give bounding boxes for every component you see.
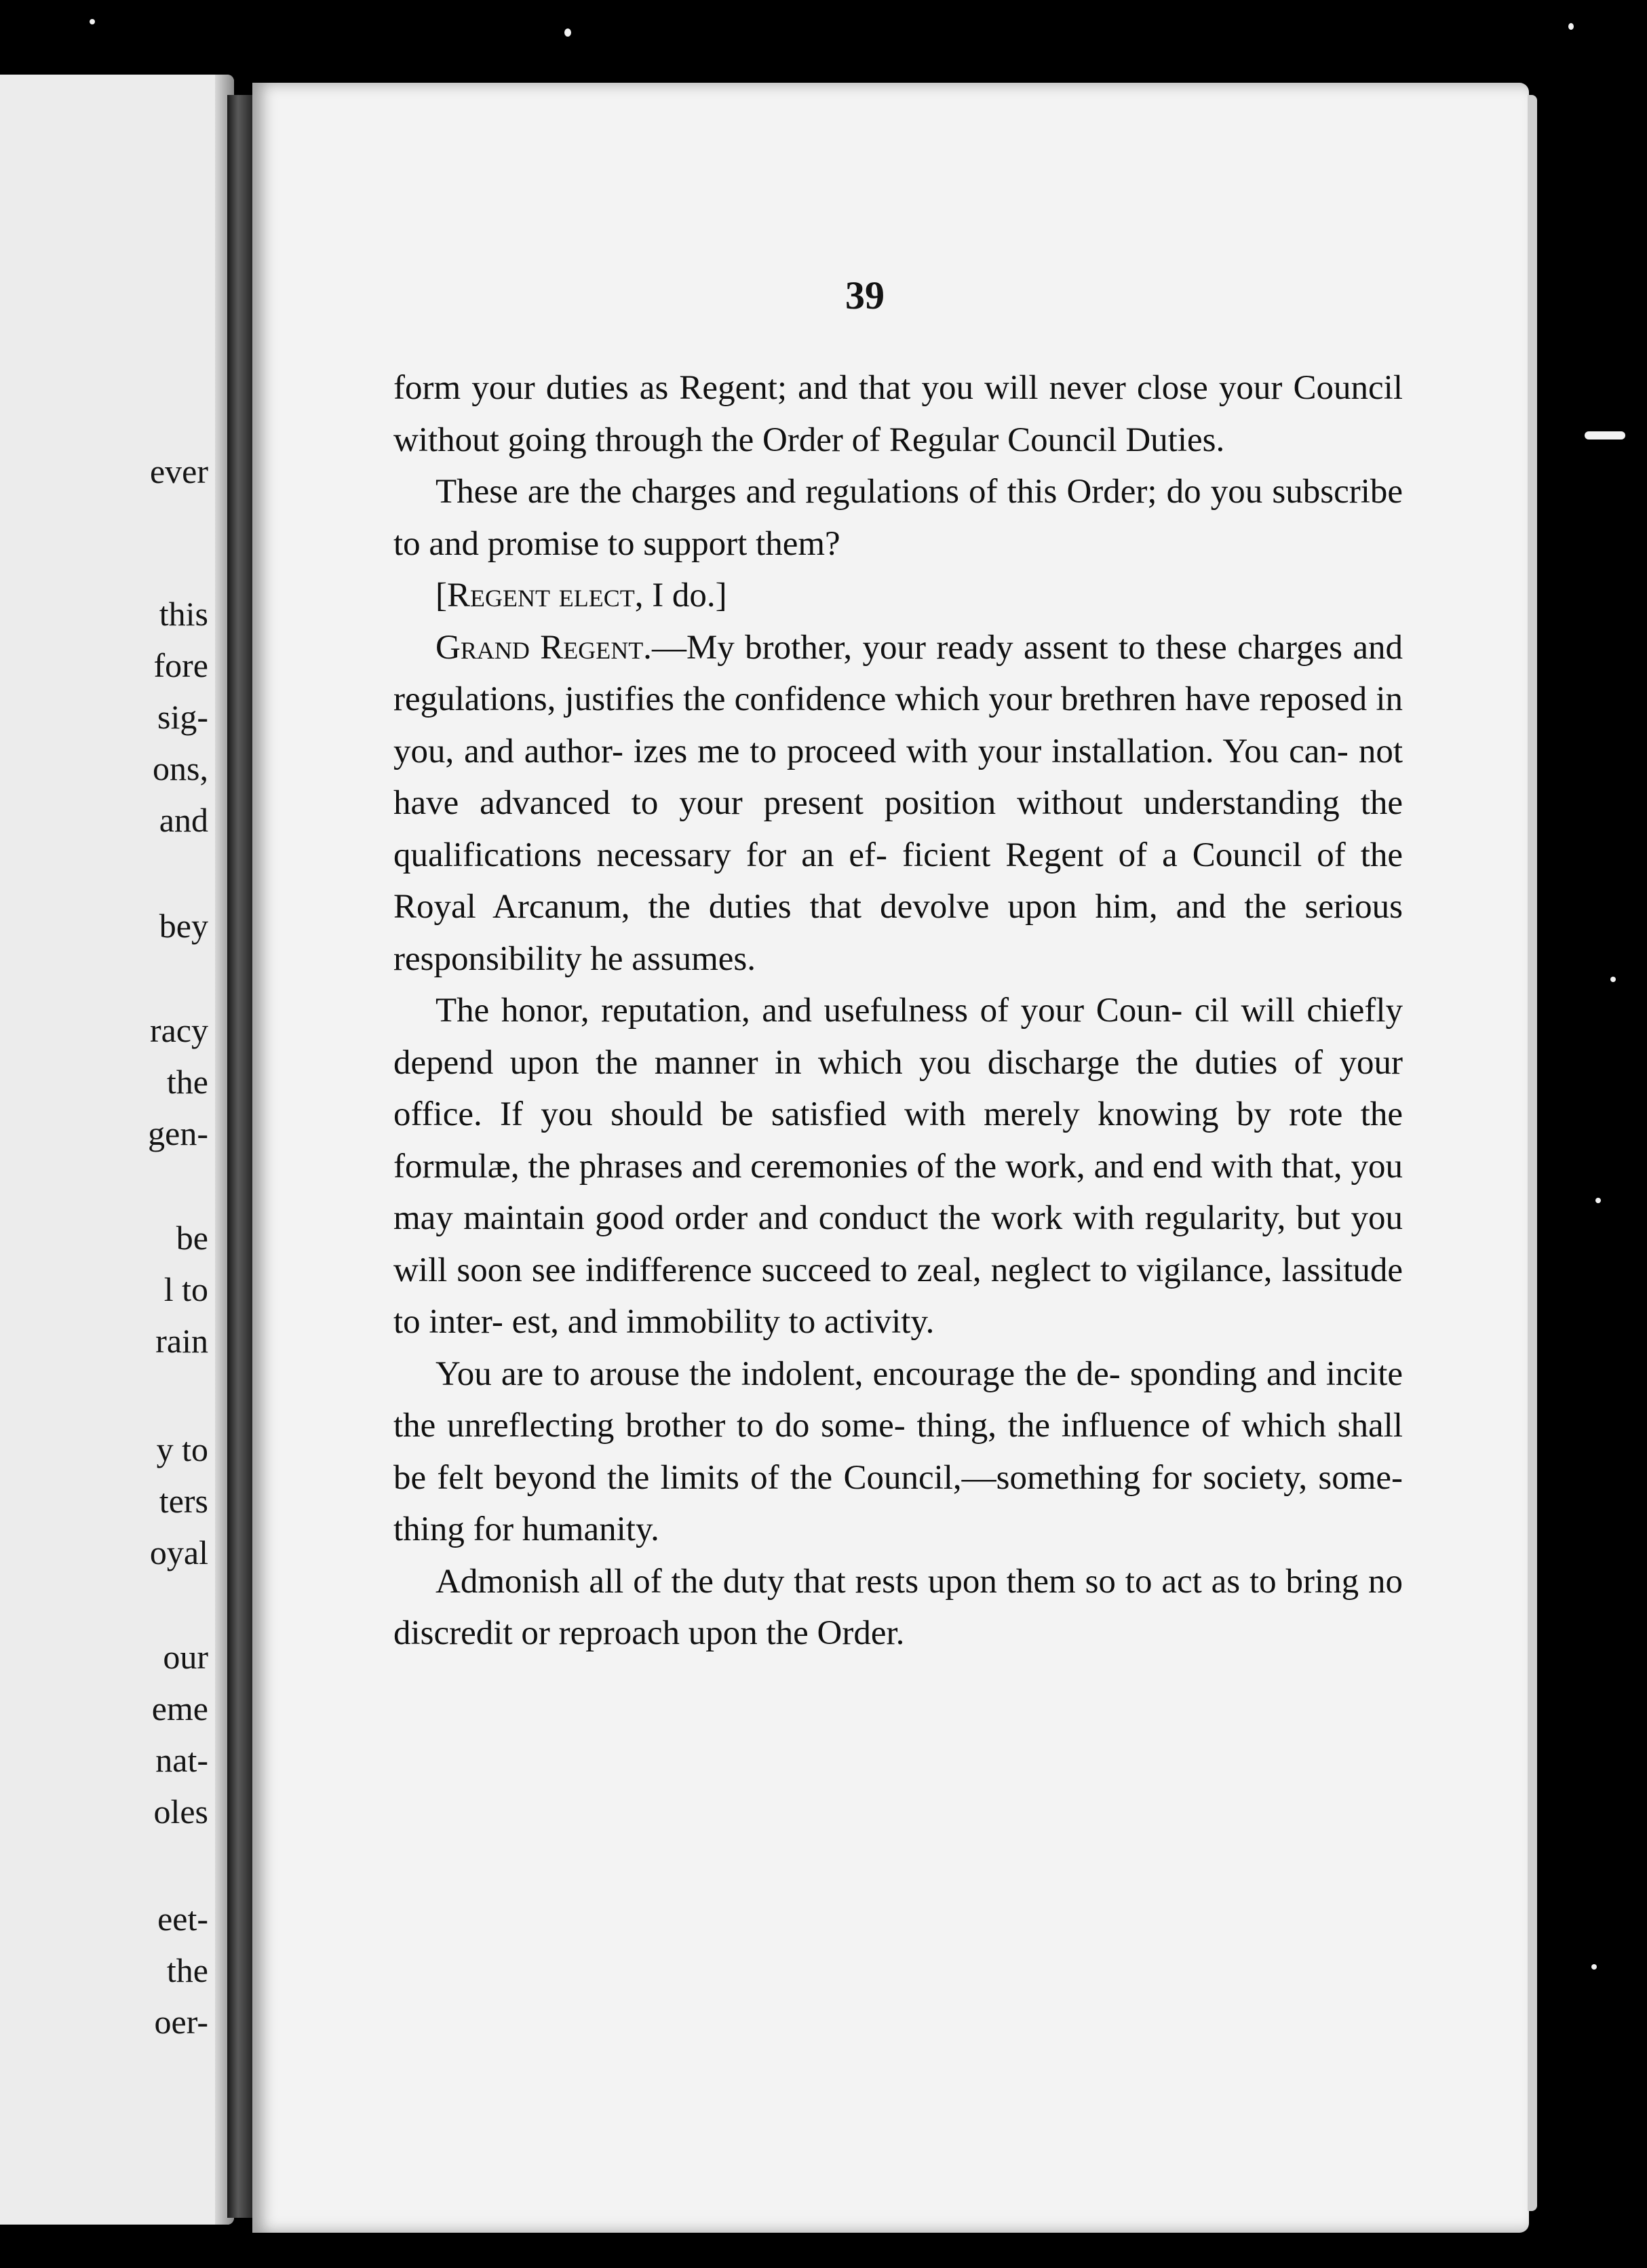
left-facing-page [0,75,234,2225]
text-line: est, and immobility to activity. [511,1303,935,1341]
left-page-fragment: the [166,1951,208,1989]
stage-direction-text: I do.] [643,576,727,614]
left-page-fragment: y to [156,1430,208,1468]
paragraph-1 [393,362,1403,466]
text-line: these charges and regulations, justifies the confidence [393,628,1403,718]
left-page-fragment: sig- [157,698,208,736]
dust-speck [1591,1964,1597,1970]
text-line: to act as to bring no discredit or reproach upon the [393,1562,1403,1652]
dust-speck [1610,977,1616,982]
text-line: not have advanced to your present position without [393,732,1403,822]
text-line: the duties that devolve upon him, and the serious [648,888,1403,926]
paragraph-honor [393,985,1403,1348]
text-line: satisfied with merely knowing by rote the formulæ, the [393,1095,1403,1186]
paragraph-2 [393,466,1403,570]
left-page-fragment: oer- [154,2003,208,2041]
text-line: Order. [817,1614,905,1652]
text-line: Regular Council Duties. [889,421,1225,459]
page-edge [1528,95,1537,2211]
left-page-fragment: this [159,595,208,633]
right-page [252,83,1529,2233]
left-page-fragment: bey [159,907,208,945]
text-line: thing for humanity. [393,1510,659,1548]
text-line: thing, the influence of which shall be felt beyond the [393,1407,1403,1497]
text-line: limits of the Council,—something for society, some- [660,1458,1403,1497]
text-line: form your duties as Regent; and that you will never [393,369,1126,407]
book-binding [227,95,254,2218]
left-page-fragment: ters [159,1482,208,1520]
text-line: work with regularity, but you will soon see indifference [393,1199,1403,1289]
left-page-fragment: gen- [148,1114,208,1152]
text-line: responsibility he assumes. [393,939,756,978]
left-page-fragment: our [163,1638,208,1676]
stage-direction [393,570,1403,622]
text-line: understanding the qualifications necessary for an ef- [393,784,1403,874]
dust-speck [1595,1198,1601,1203]
left-page-fragment: eet- [157,1900,208,1938]
text-line: close your Council without going through the Order of [393,369,1403,459]
paragraph-admonish [393,1556,1403,1660]
text-line: —My brother, your ready assent to [651,628,1146,667]
text-line: which your brethren have reposed in you, and author- [393,680,1403,770]
text-line: that, you may maintain good order and conduct the [393,1147,1403,1237]
left-page-fragment: l to [163,1270,208,1308]
page-body [393,362,1403,1660]
dust-speck [90,19,95,24]
left-page-fragment: oyal [149,1533,208,1571]
left-page-fragment: be [176,1219,208,1257]
text-line: do you subscribe to and promise to support them? [393,473,1403,563]
text-line: succeed to zeal, neglect to vigilance, lassitude to inter- [393,1251,1403,1341]
text-line: izes me to proceed with your installation. You can- [633,732,1349,770]
text-line: discharge the duties of your office. If you should be [393,1043,1403,1133]
paragraph-arouse [393,1348,1403,1556]
text-line: sponding and incite the unreflecting brother to do some- [393,1354,1403,1445]
left-page-fragment: and [159,801,208,839]
text-line: phrases and ceremonies of the work, and end with [579,1147,1273,1186]
text-line: cil will chiefly depend upon the manner in which you [393,992,1403,1082]
page-number: 39 [845,273,885,317]
speaker-label: Grand Regent. [435,628,652,667]
text-line: These are the charges and regulations of this Order; [435,473,1157,511]
left-page-fragment: rain [155,1322,208,1360]
dust-speck [1568,23,1574,30]
left-page-fragment: the [166,1063,208,1101]
left-page-fragment: ons, [153,749,208,787]
text-line: ficient Regent of a Council of the Royal Arcanum, [393,836,1403,926]
left-page-fragment: eme [151,1689,208,1727]
stage-direction-speaker: [Regent elect, [435,576,644,614]
paragraph-grand-regent [393,622,1403,985]
left-page-fragment: ever [149,452,208,490]
left-page-fragment: oles [153,1793,208,1831]
text-line: Admonish all of the duty that rests upon them so [435,1562,1116,1601]
dust-speck [1585,431,1625,439]
dust-speck [564,28,571,37]
text-line: The honor, reputation, and usefulness of your Coun- [435,992,1183,1030]
left-page-fragment: nat- [155,1741,208,1779]
left-page-fragment: racy [149,1011,208,1049]
text-line: You are to arouse the indolent, encourage the de- [435,1354,1121,1393]
left-page-fragment: fore [153,646,208,684]
